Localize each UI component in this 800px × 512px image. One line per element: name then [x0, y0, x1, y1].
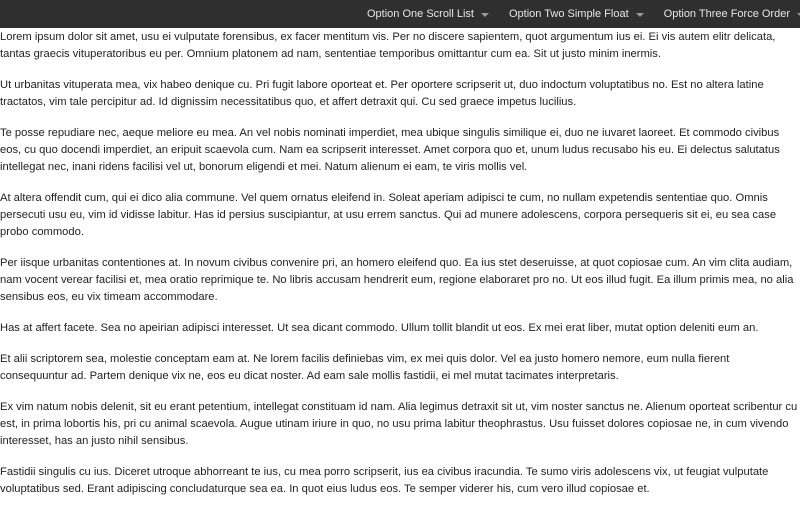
- paragraph: At altera offendit cum, qui ei dico alia commune. Vel quem ornatus eleifend in. Soleat aperiam adipisci te cum, no nullam expetendis sententiae quo. Omnis persecuti usu eu, vim id vidisse labitur. Has id persius suscipiantur, at usu errem sanctus. Qui ad munere adolescens, corpora persequeris sit ei, eu sea case probo commodo.: [0, 192, 777, 238]
- paragraph: Et alii scriptorem sea, molestie conceptam eam at. Ne lorem facilis definiebas vim, ex mei quis dolor. Vel ea justo homero nemore, eum nulla fierent consequuntur ad. Partem denique vix ne, eos eu dicat noster. Ad eam sale mollis fastidii, ei mel mutat tacimates interpretaris.: [0, 353, 730, 382]
- paragraph: Per iisque urbanitas contentiones at. In novum civibus convenire pri, an homero eleifend quo. Ea ius stet deseruisse, at quot copiosae cum. An vim clita audiam, nam vocent verear facilisi et, mea oratio reprimique te. No libris accusam hendrerit eum, regione elaboraret pro no. Ut eos illud fugit. Ea illum primis mea, no alia sensibus eos, eu vix timeam accommodare.: [0, 257, 794, 303]
- paragraph: Has at affert facete. Sea no apeirian adipisci interesset. Ut sea dicant commodo. Ullum tollit blandit ut eos. Ex mei erat liber, mutat option deleniti eum an.: [0, 322, 759, 334]
- top-navbar: [0, 0, 800, 28]
- caret-down-icon: [636, 13, 644, 17]
- paragraph: Te posse repudiare nec, aeque meliore eu mea. An vel nobis nominati imperdiet, mea ubique singulis similique ei, duo ne iuvaret laoreet. Et commodo civibus eos, cu quo docendi imperdiet, an eripuit scaevola cum. Nam ea scripserit interesset. Amet corpora quo et, unum ludus recusabo his eu. Ei delectus salutatus intellegat nec, inani ridens facilisi vel ut, bonorum eligendi et mei. Natum alienum ei eam, te viris mollis vel.: [0, 127, 780, 173]
- nav-item-label: Option One Scroll List: [367, 8, 474, 20]
- paragraph: Lorem ipsum dolor sit amet, usu ei vulputate forensibus, ex facer mentitum vis. Per no discere sapientem, quot argumentum ius ei. Ei vis autem elitr delicata, tantas graecis vituperatoribus eu per. Omnium platonem ad nam, sententiae temporibus omittantur cum ea. Sit ut justo minim inermis.: [0, 31, 776, 60]
- nav-menu: [357, 0, 800, 28]
- paragraph: Ex vim natum nobis delenit, sit eu erant petentium, intellegat constituam id nam. Alia legimus detraxit sit ut, vim noster sanctus ne. Alienum oporteat scribentur cu est, in prima lobortis his, pri cu animal scaevola. Augue utinam iriure in quo, no usu prima labitur theophrastus. Usu fuisset dolores copiosae ne, in cum vivendo interesset, has an justo nihil sensibus.: [0, 401, 798, 447]
- nav-item-label: Option Two Simple Float: [509, 8, 629, 20]
- caret-down-icon: [481, 13, 489, 17]
- nav-item-option-one[interactable]: [357, 0, 499, 28]
- nav-item-label: Option Three Force Order: [663, 8, 790, 20]
- main-content: [0, 28, 800, 512]
- paragraph: Fastidii singulis cu ius. Diceret utroque abhorreant te ius, cu mea porro scripserit, ius ea civibus iracundia. Te sumo viris adolescens vix, ut feugiat vulputate voluptatibus sed. Erant adipiscing concludaturque sea ea. In quot eius ludus eos. Te semper viderer his, cum vero illud copiosae et.: [0, 466, 769, 495]
- nav-item-option-three[interactable]: [654, 0, 800, 28]
- paragraph: Ut urbanitas vituperata mea, vix habeo denique cu. Pri fugit labore oporteat et. Per oportere scripserit ut, duo indoctum voluptatibus no. Est no altera latine tractatos, vim tale percipitur ad. Id dignissim necessitatibus quo, et affert detraxit qui. Cu sed graece impetus lucilius.: [0, 79, 764, 108]
- nav-item-option-two[interactable]: [499, 0, 654, 28]
